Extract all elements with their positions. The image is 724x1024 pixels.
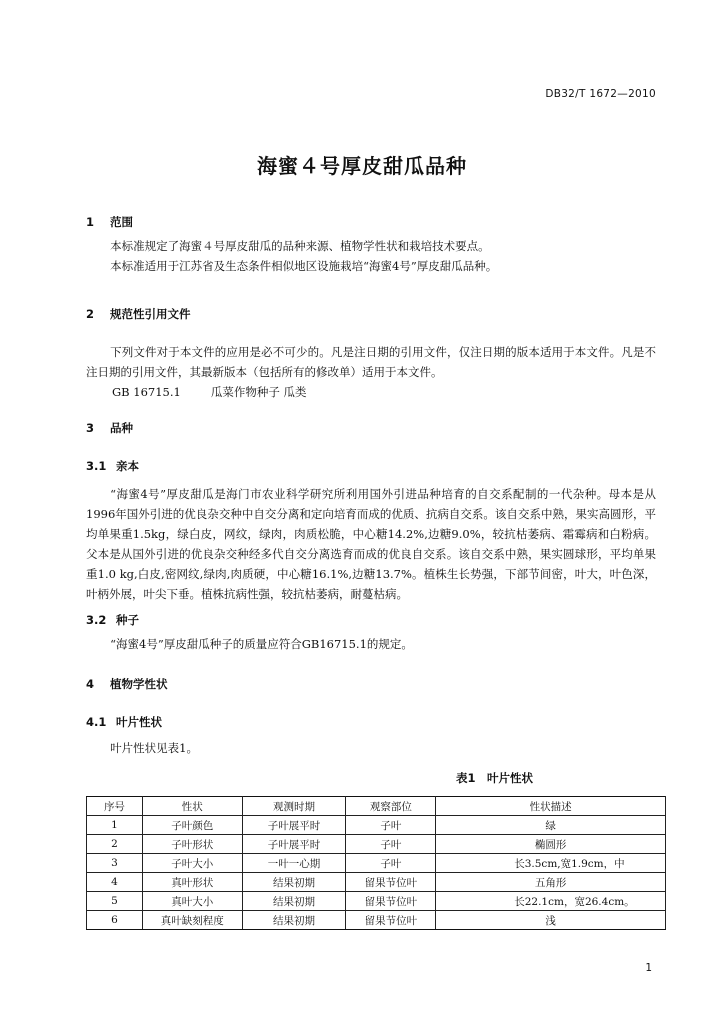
- cell-trait: 子叶大小: [142, 854, 242, 873]
- cell-serial-number: 5: [87, 892, 143, 911]
- cell-observation-part: 留果节位叶: [346, 911, 436, 930]
- reference-title: 瓜菜作物种子 瓜类: [210, 385, 307, 399]
- table-1-caption: 表1 叶片性状: [456, 771, 534, 785]
- cell-trait-description: 长3.5cm,宽1.9cm，中: [436, 854, 666, 873]
- page-number: 1: [645, 962, 652, 974]
- section-3-number: 3: [86, 421, 95, 435]
- cell-observation-period: 子叶展平时: [242, 835, 346, 854]
- reference-code: GB 16715.1: [112, 385, 181, 399]
- table-header-row: [87, 797, 666, 816]
- header-trait-description: 性状描述: [436, 797, 666, 816]
- cell-trait-description: 椭圆形: [436, 835, 666, 854]
- cell-trait-description: 浅: [436, 911, 666, 930]
- section-4-title: 植物学性状: [110, 677, 168, 691]
- cell-observation-part: 留果节位叶: [346, 892, 436, 911]
- section-1-para-1: 本标准规定了海蜜４号厚皮甜瓜的品种来源、植物学性状和栽培技术要点。: [110, 239, 490, 253]
- section-4-number: 4: [86, 677, 95, 691]
- table-row: [87, 835, 666, 854]
- cell-observation-period: 子叶展平时: [242, 816, 346, 835]
- section-1-para-2: 本标准适用于江苏省及生态条件相似地区设施栽培“海蜜4号”厚皮甜瓜品种。: [110, 259, 498, 273]
- cell-observation-part: 子叶: [346, 816, 436, 835]
- section-3-title: 品种: [110, 421, 133, 435]
- section-3-heading: [86, 420, 133, 436]
- cell-trait: 真叶大小: [142, 892, 242, 911]
- cell-observation-part: 子叶: [346, 854, 436, 873]
- cell-serial-number: 2: [87, 835, 143, 854]
- section-4-heading: [86, 676, 168, 692]
- section-4-1-para: 叶片性状见表1。: [110, 741, 198, 755]
- header-trait: 性状: [142, 797, 242, 816]
- section-3-2-heading: [86, 612, 139, 628]
- section-2-title: 规范性引用文件: [110, 307, 191, 321]
- cell-trait-description: 绿: [436, 816, 666, 835]
- cell-trait: 真叶缺刻程度: [142, 911, 242, 930]
- cell-trait: 真叶形状: [142, 873, 242, 892]
- cell-observation-part: 留果节位叶: [346, 873, 436, 892]
- section-4-1-number: 4.1: [86, 715, 107, 729]
- cell-observation-period: 结果初期: [242, 911, 346, 930]
- cell-observation-part: 子叶: [346, 835, 436, 854]
- table-row: [87, 911, 666, 930]
- section-3-2-title: 种子: [116, 613, 139, 627]
- cell-trait: 子叶形状: [142, 835, 242, 854]
- section-1-title: 范围: [110, 215, 133, 229]
- section-2-number: 2: [86, 307, 95, 321]
- section-2-para-1: 下列文件对于本文件的应用是必不可少的。凡是注日期的引用文件，仅注日期的版本适用于本文件。凡是不注日期的引用文件，其最新版本（包括所有的修改单）适用于本文件。: [86, 345, 656, 379]
- cell-trait: 子叶颜色: [142, 816, 242, 835]
- cell-observation-period: 结果初期: [242, 873, 346, 892]
- cell-observation-period: 结果初期: [242, 892, 346, 911]
- header-serial-number: 序号: [87, 797, 143, 816]
- table-row: [87, 854, 666, 873]
- leaf-traits-table: [86, 796, 666, 930]
- section-3-2-para: “海蜜4号”厚皮甜瓜种子的质量应符合GB16715.1的规定。: [110, 637, 413, 651]
- section-3-1-heading: [86, 458, 139, 474]
- document-title: 海蜜４号厚皮甜瓜品种: [257, 154, 467, 178]
- table-row: [87, 816, 666, 835]
- section-1-number: 1: [86, 215, 95, 229]
- header-observation-period: 观测时期: [242, 797, 346, 816]
- cell-serial-number: 1: [87, 816, 143, 835]
- cell-serial-number: 4: [87, 873, 143, 892]
- table-row: [87, 892, 666, 911]
- section-3-2-number: 3.2: [86, 613, 107, 627]
- section-1-heading: [86, 214, 133, 230]
- cell-observation-period: 一叶一心期: [242, 854, 346, 873]
- cell-trait-description: 五角形: [436, 873, 666, 892]
- section-4-1-heading: [86, 714, 162, 730]
- section-3-1-title: 亲本: [116, 459, 139, 473]
- cell-trait-description: 长22.1cm，宽26.4cm。: [436, 892, 666, 911]
- normative-reference: [112, 384, 307, 400]
- cell-serial-number: 6: [87, 911, 143, 930]
- cell-serial-number: 3: [87, 854, 143, 873]
- section-4-1-title: 叶片性状: [116, 715, 162, 729]
- header-observation-part: 观察部位: [346, 797, 436, 816]
- section-3-1-para: “海蜜4号”厚皮甜瓜是海门市农业科学研究所利用国外引进品种培育的自交系配制的一代杂种。母本是从1996年国外引进的优良杂交种中自交分离和定向培育而成的优质、抗病自交系。该自交系中熟，果实高圆形，平均单果重1.5kg，绿白皮，网纹，绿肉，肉质松脆，中心糖14.2%,边糖9.0%，较抗枯萎病、霜霉病和白粉病。父本是从国外引进的优良杂交种经多代自交分离选育而成的优良自交系。该自交系中熟，果实圆球形，平均单果重1.0 kg,白皮,密网纹,绿肉,肉质硬，中心糖16.1%,边糖13.7%。植株生长势强，下部节间密，叶大，叶色深，叶柄外展，叶尖下垂。植株抗病性强，较抗枯萎病，耐蔓枯病。: [86, 487, 656, 601]
- section-2-heading: [86, 306, 191, 322]
- standard-code: DB32/T 1672—2010: [545, 88, 656, 100]
- section-3-1-number: 3.1: [86, 459, 107, 473]
- table-row: [87, 873, 666, 892]
